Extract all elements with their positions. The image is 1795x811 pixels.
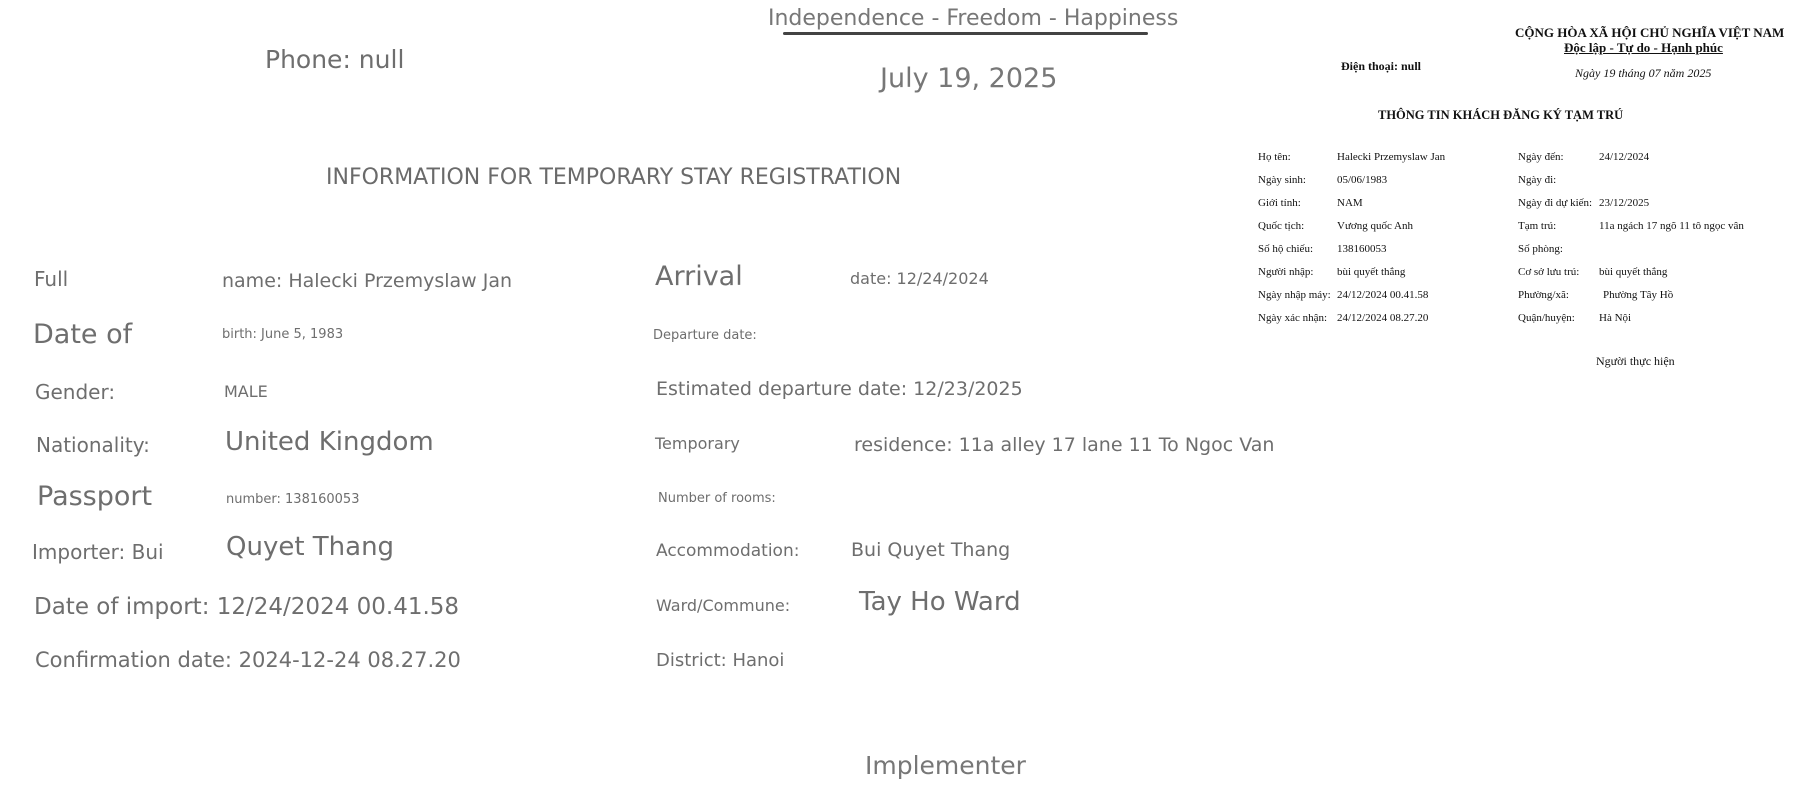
field-value-passport: number: 138160053 xyxy=(226,492,360,507)
national-motto: Độc lập - Tự do - Hạnh phúc xyxy=(1564,40,1723,55)
vn-label-birth: Ngày sinh: xyxy=(1258,174,1306,186)
field-label-nationality: Nationality: xyxy=(36,433,150,457)
document-date: July 19, 2025 xyxy=(880,63,1058,94)
field-number-of-rooms: Number of rooms: xyxy=(658,491,776,506)
motto-underline xyxy=(783,32,1148,35)
vn-label-full-name: Họ tên: xyxy=(1258,151,1291,163)
vn-label-nationality: Quốc tịch: xyxy=(1258,220,1305,232)
document-title: INFORMATION FOR TEMPORARY STAY REGISTRATION xyxy=(326,165,902,190)
vn-value-gender: NAM xyxy=(1337,197,1363,209)
vn-label-ward: Phường/xã: xyxy=(1518,289,1569,301)
vn-value-confirm-date: 24/12/2024 08.27.20 xyxy=(1337,312,1429,324)
field-label-passport: Passport xyxy=(37,481,153,512)
field-departure-date: Departure date: xyxy=(653,328,757,343)
field-label-full-name: Full xyxy=(34,267,69,291)
field-value-temporary-residence: residence: 11a alley 17 lane 11 To Ngoc Van xyxy=(854,434,1275,456)
vn-value-residence: 11a ngách 17 ngõ 11 tô ngọc vân xyxy=(1599,220,1744,232)
field-confirmation-date: Confirmation date: 2024-12-24 08.27.20 xyxy=(35,648,461,672)
field-label-importer: Importer: Bui xyxy=(32,540,164,564)
field-label-ward: Ward/Commune: xyxy=(656,596,791,615)
field-label-temporary-residence: Temporary xyxy=(655,434,740,453)
field-value-accommodation: Bui Quyet Thang xyxy=(851,539,1011,561)
field-value-importer: Quyet Thang xyxy=(226,532,395,562)
vn-label-estimated-departure: Ngày đi dự kiến: xyxy=(1518,197,1593,209)
field-value-date-of-birth: birth: June 5, 1983 xyxy=(222,327,344,342)
national-title: CỘNG HÒA XÃ HỘI CHỦ NGHĨA VIỆT NAM xyxy=(1515,25,1785,40)
vn-label-gender: Giới tính: xyxy=(1258,197,1301,209)
vn-value-importer: bùi quyết thắng xyxy=(1337,266,1406,278)
vn-label-residence: Tạm trú: xyxy=(1518,220,1557,232)
vn-label-departure: Ngày đi: xyxy=(1518,174,1557,186)
implementer-label: Implementer xyxy=(865,751,1026,780)
vn-value-district: Hà Nội xyxy=(1599,312,1632,324)
vn-label-importer: Người nhập: xyxy=(1258,266,1314,278)
field-estimated-departure-date: Estimated departure date: 12/23/2025 xyxy=(656,378,1023,400)
vn-value-full-name: Halecki Przemyslaw Jan xyxy=(1337,151,1446,163)
vn-label-import-date: Ngày nhập máy: xyxy=(1258,289,1331,301)
vn-label-passport: Số hộ chiếu: xyxy=(1258,243,1313,255)
vn-value-arrival: 24/12/2024 xyxy=(1599,151,1650,163)
signer-label-vn: Người thực hiện xyxy=(1596,354,1675,368)
document-date-vn: Ngày 19 tháng 07 năm 2025 xyxy=(1575,66,1712,80)
document-title-vn: THÔNG TIN KHÁCH ĐĂNG KÝ TẠM TRÚ xyxy=(1378,108,1624,122)
field-value-full-name: name: Halecki Przemyslaw Jan xyxy=(222,270,513,292)
field-value-ward: Tay Ho Ward xyxy=(859,587,1021,617)
field-date-of-import: Date of import: 12/24/2024 00.41.58 xyxy=(34,594,460,620)
motto: Independence - Freedom - Happiness xyxy=(768,6,1179,31)
vn-label-arrival: Ngày đến: xyxy=(1518,151,1564,163)
field-label-arrival-date: Arrival xyxy=(655,261,743,292)
vn-label-confirm-date: Ngày xác nhận: xyxy=(1258,312,1328,324)
field-label-accommodation: Accommodation: xyxy=(656,541,800,561)
field-value-arrival-date: date: 12/24/2024 xyxy=(850,269,989,288)
field-value-gender: MALE xyxy=(224,382,268,401)
field-district: District: Hanoi xyxy=(656,650,785,671)
vn-label-accommodation: Cơ sở lưu trú: xyxy=(1518,266,1580,278)
vn-value-import-date: 24/12/2024 00.41.58 xyxy=(1337,289,1429,301)
vn-label-district: Quận/huyện: xyxy=(1518,312,1575,324)
vn-value-accommodation: bùi quyết thắng xyxy=(1599,266,1668,278)
vn-value-nationality: Vương quốc Anh xyxy=(1337,220,1413,232)
vn-value-estimated-departure: 23/12/2025 xyxy=(1599,197,1650,209)
field-label-date-of-birth: Date of xyxy=(33,319,133,350)
phone-line: Phone: null xyxy=(265,45,405,74)
vn-label-rooms: Số phòng: xyxy=(1518,243,1563,255)
vn-value-birth: 05/06/1983 xyxy=(1337,174,1388,186)
field-label-gender: Gender: xyxy=(35,380,116,404)
vn-value-passport: 138160053 xyxy=(1337,243,1387,255)
field-value-nationality: United Kingdom xyxy=(225,427,434,457)
phone-line-vn: Điện thoại: null xyxy=(1341,59,1422,73)
vn-value-ward: Phường Tây Hồ xyxy=(1603,289,1674,301)
